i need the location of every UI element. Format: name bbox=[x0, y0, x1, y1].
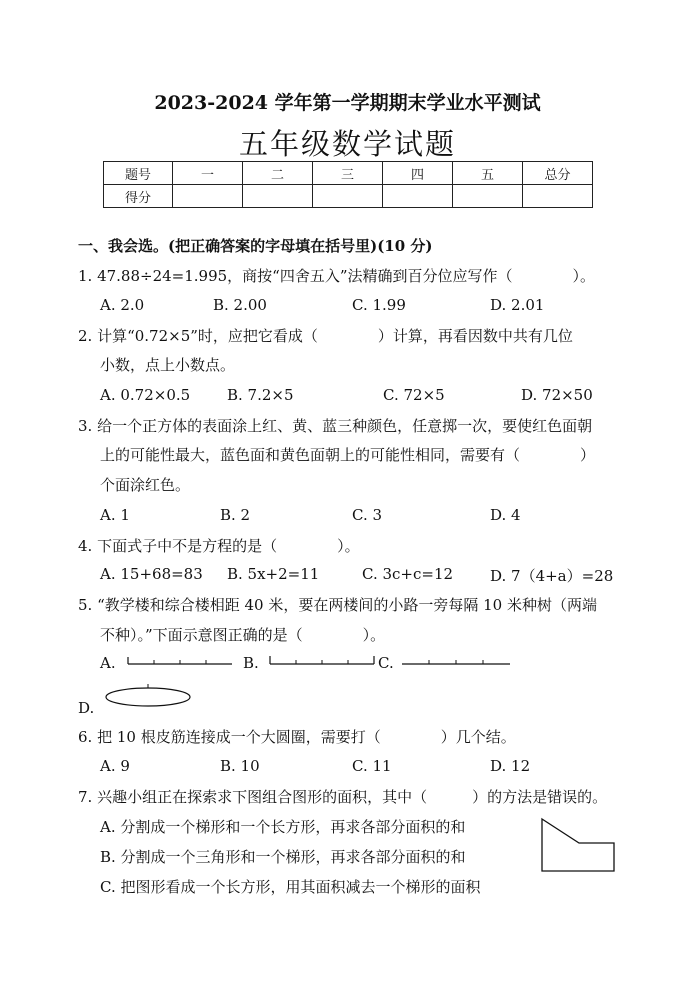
q6-option-d[interactable]: D. 12 bbox=[490, 757, 531, 775]
section-heading: 一、我会选。(把正确答案的字母填在括号里)(10 分) bbox=[78, 237, 433, 255]
score-input-cell[interactable] bbox=[173, 185, 243, 208]
q7-option-c[interactable]: C. 把图形看成一个长方形，用其面积减去一个梯形的面积 bbox=[100, 878, 481, 896]
tree-diagram-a bbox=[124, 652, 234, 668]
q3-option-a[interactable]: A. 1 bbox=[100, 506, 130, 524]
q5-option-b[interactable]: B. bbox=[243, 654, 259, 672]
question-6-text: 6. 把 10 根皮筋连接成一个大圆圈，需要打（ ）几个结。 bbox=[78, 728, 516, 746]
table-cell: 总分 bbox=[523, 162, 593, 185]
tree-diagram-d-circle bbox=[102, 681, 194, 711]
q1-option-a[interactable]: A. 2.0 bbox=[100, 296, 145, 314]
q4-option-a[interactable]: A. 15+68=83 bbox=[100, 565, 203, 583]
table-cell: 题号 bbox=[104, 162, 173, 185]
q1-option-d[interactable]: D. 2.01 bbox=[490, 296, 545, 314]
q4-option-c[interactable]: C. 3c+c=12 bbox=[362, 565, 454, 583]
q4-option-d[interactable]: D. 7（4+a）=28 bbox=[490, 567, 614, 585]
table-cell: 二 bbox=[243, 162, 313, 185]
score-input-cell[interactable] bbox=[243, 185, 313, 208]
q6-option-b[interactable]: B. 10 bbox=[220, 757, 260, 775]
question-7-text: 7. 兴趣小组正在探索求下图组合图形的面积，其中（ ）的方法是错误的。 bbox=[78, 788, 608, 806]
q2-option-a[interactable]: A. 0.72×0.5 bbox=[100, 386, 191, 404]
question-2-text-line2: 小数，点上小数点。 bbox=[100, 356, 236, 374]
question-2-text-line1: 2. 计算“0.72×5”时，应把它看成（ ）计算，再看因数中共有几位 bbox=[78, 327, 573, 345]
tree-diagram-c bbox=[400, 652, 514, 668]
q1-option-b[interactable]: B. 2.00 bbox=[213, 296, 267, 314]
table-cell: 四 bbox=[383, 162, 453, 185]
score-table bbox=[103, 161, 593, 208]
score-input-cell[interactable] bbox=[453, 185, 523, 208]
score-input-cell[interactable] bbox=[383, 185, 453, 208]
question-3-text-line3: 个面涂红色。 bbox=[100, 476, 191, 494]
table-cell: 五 bbox=[453, 162, 523, 185]
q3-option-c[interactable]: C. 3 bbox=[352, 506, 383, 524]
q5-option-a[interactable]: A. bbox=[100, 654, 116, 672]
tree-diagram-b bbox=[266, 652, 378, 668]
q7-option-b[interactable]: B. 分割成一个三角形和一个梯形，再求各部分面积的和 bbox=[100, 848, 466, 866]
table-cell: 得分 bbox=[104, 185, 173, 208]
score-table-header-row bbox=[104, 162, 593, 185]
q7-option-a[interactable]: A. 分割成一个梯形和一个长方形，再求各部分面积的和 bbox=[100, 818, 466, 836]
q3-option-d[interactable]: D. 4 bbox=[490, 506, 521, 524]
question-5-text-line1: 5. “教学楼和综合楼相距 40 米，要在两楼间的小路一旁每隔 10 米种树（两端 bbox=[78, 596, 597, 614]
question-5-text-line2: 不种）。”下面示意图正确的是（ ）。 bbox=[100, 626, 386, 644]
q2-option-c[interactable]: C. 72×5 bbox=[383, 386, 445, 404]
table-cell: 三 bbox=[313, 162, 383, 185]
q1-option-c[interactable]: C. 1.99 bbox=[352, 296, 406, 314]
score-input-cell[interactable] bbox=[523, 185, 593, 208]
exam-title: 2023-2024 学年第一学期期末学业水平测试 bbox=[154, 92, 541, 114]
question-4-text: 4. 下面式子中不是方程的是（ ）。 bbox=[78, 537, 360, 555]
question-1-text: 1. 47.88÷24=1.995，商按“四舍五入”法精确到百分位应写作（ ）。 bbox=[78, 267, 596, 285]
subject-title: 五年级数学试题 bbox=[238, 127, 456, 161]
q5-option-d[interactable]: D. bbox=[78, 699, 95, 717]
q5-option-c[interactable]: C. bbox=[378, 654, 394, 672]
question-3-text-line2: 上的可能性最大，蓝色面和黄色面朝上的可能性相同，需要有（ ） bbox=[100, 446, 596, 464]
q6-option-a[interactable]: A. 9 bbox=[100, 757, 130, 775]
composite-shape-figure bbox=[538, 815, 618, 873]
score-input-cell[interactable] bbox=[313, 185, 383, 208]
question-3-text-line1: 3. 给一个正方体的表面涂上红、黄、蓝三种颜色，任意掷一次，要使红色面朝 bbox=[78, 417, 593, 435]
q6-option-c[interactable]: C. 11 bbox=[352, 757, 392, 775]
q2-option-b[interactable]: B. 7.2×5 bbox=[227, 386, 294, 404]
q3-option-b[interactable]: B. 2 bbox=[220, 506, 251, 524]
table-cell: 一 bbox=[173, 162, 243, 185]
score-table-score-row bbox=[104, 185, 593, 208]
q2-option-d[interactable]: D. 72×50 bbox=[521, 386, 593, 404]
q4-option-b[interactable]: B. 5x+2=11 bbox=[227, 565, 320, 583]
